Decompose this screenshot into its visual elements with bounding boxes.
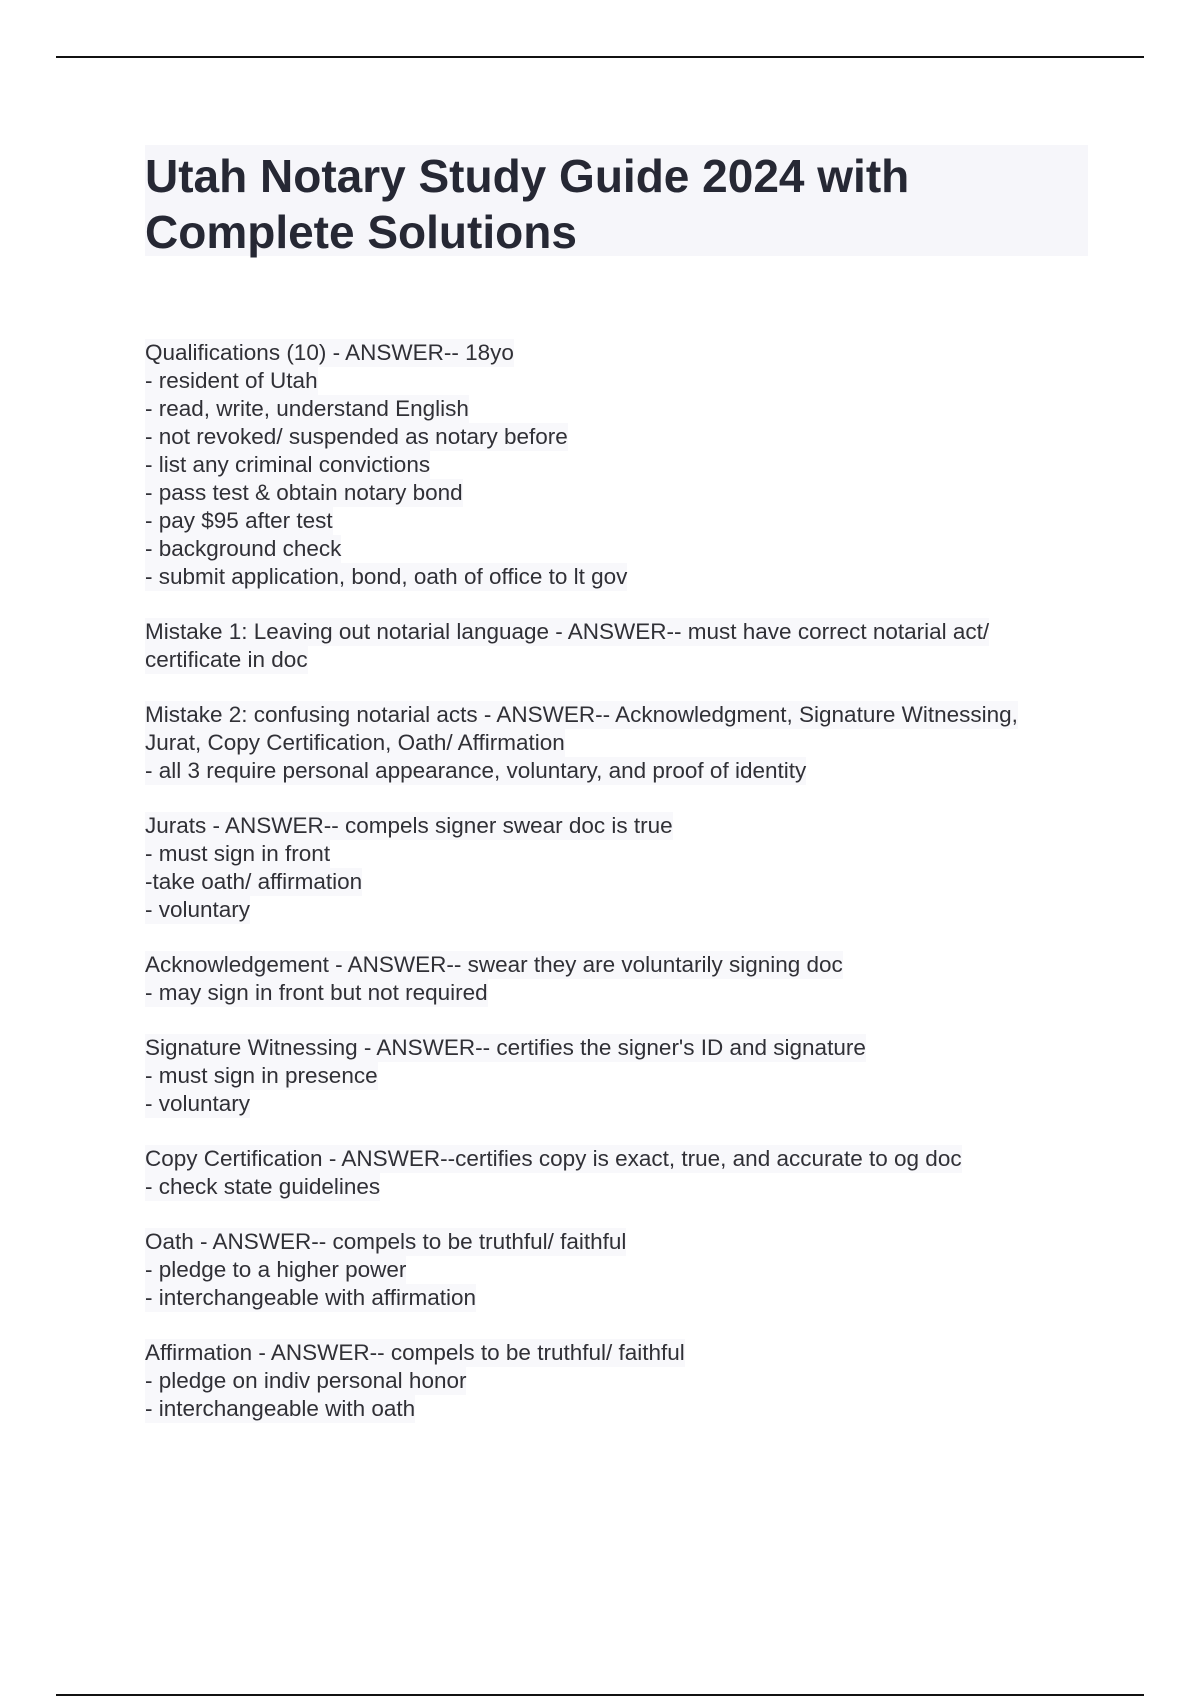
qa-question-line: Mistake 2: confusing notarial acts - ANSWER-- Acknowledgment, Signature Witnessing, — [145, 702, 1018, 727]
qa-entry — [145, 618, 1105, 674]
qa-answer-line: - pass test & obtain notary bond — [145, 480, 463, 505]
qa-answer-line: - read, write, understand English — [145, 396, 469, 421]
page-title: Utah Notary Study Guide 2024 with Complete Solutions — [145, 150, 910, 258]
qa-question-line: Qualifications (10) - ANSWER-- 18yo — [145, 340, 514, 365]
qa-answer-line: - list any criminal convictions — [145, 452, 431, 477]
qa-entry — [145, 1228, 1105, 1312]
qa-answer-line: - pay $95 after test — [145, 508, 333, 533]
top-rule — [56, 56, 1144, 58]
qa-entry — [145, 1339, 1105, 1423]
qa-answer-line: - voluntary — [145, 1091, 251, 1116]
qa-entry — [145, 701, 1105, 785]
qa-entry — [145, 339, 1105, 591]
qa-answer-line: - pledge on indiv personal honor — [145, 1368, 467, 1393]
qa-question-line: Acknowledgement - ANSWER-- swear they are voluntarily signing doc — [145, 952, 843, 977]
qa-answer-line: - voluntary — [145, 897, 251, 922]
qa-answer-line: Jurat, Copy Certification, Oath/ Affirmation — [145, 730, 565, 755]
qa-question-line: Oath - ANSWER-- compels to be truthful/ faithful — [145, 1229, 627, 1254]
qa-answer-line: - may sign in front but not required — [145, 980, 488, 1005]
qa-question-line: Copy Certification - ANSWER--certifies copy is exact, true, and accurate to og doc — [145, 1146, 962, 1171]
qa-answer-line: - interchangeable with affirmation — [145, 1285, 477, 1310]
qa-question-line: Signature Witnessing - ANSWER-- certifies the signer's ID and signature — [145, 1035, 866, 1060]
qa-question-line: Jurats - ANSWER-- compels signer swear doc is true — [145, 813, 673, 838]
document-body — [145, 339, 1105, 1450]
qa-answer-line: - check state guidelines — [145, 1174, 381, 1199]
qa-question-line: Affirmation - ANSWER-- compels to be truthful/ faithful — [145, 1340, 685, 1365]
qa-entry — [145, 1034, 1105, 1118]
qa-entry — [145, 1145, 1105, 1201]
qa-answer-line: - interchangeable with oath — [145, 1396, 416, 1421]
qa-question-line: Mistake 1: Leaving out notarial language - ANSWER-- must have correct notarial act/ — [145, 619, 990, 644]
qa-answer-line: - must sign in presence — [145, 1063, 378, 1088]
qa-answer-line: -take oath/ affirmation — [145, 869, 363, 894]
qa-answer-line: - must sign in front — [145, 841, 331, 866]
qa-answer-line: certificate in doc — [145, 647, 308, 672]
qa-answer-line: - pledge to a higher power — [145, 1257, 407, 1282]
qa-entry — [145, 951, 1105, 1007]
bottom-rule — [56, 1694, 1144, 1696]
qa-answer-line: - resident of Utah — [145, 368, 318, 393]
qa-entry — [145, 812, 1105, 924]
qa-answer-line: - all 3 require personal appearance, voluntary, and proof of identity — [145, 758, 807, 783]
qa-answer-line: - submit application, bond, oath of office to lt gov — [145, 564, 628, 589]
qa-answer-line: - background check — [145, 536, 342, 561]
qa-answer-line: - not revoked/ suspended as notary before — [145, 424, 568, 449]
